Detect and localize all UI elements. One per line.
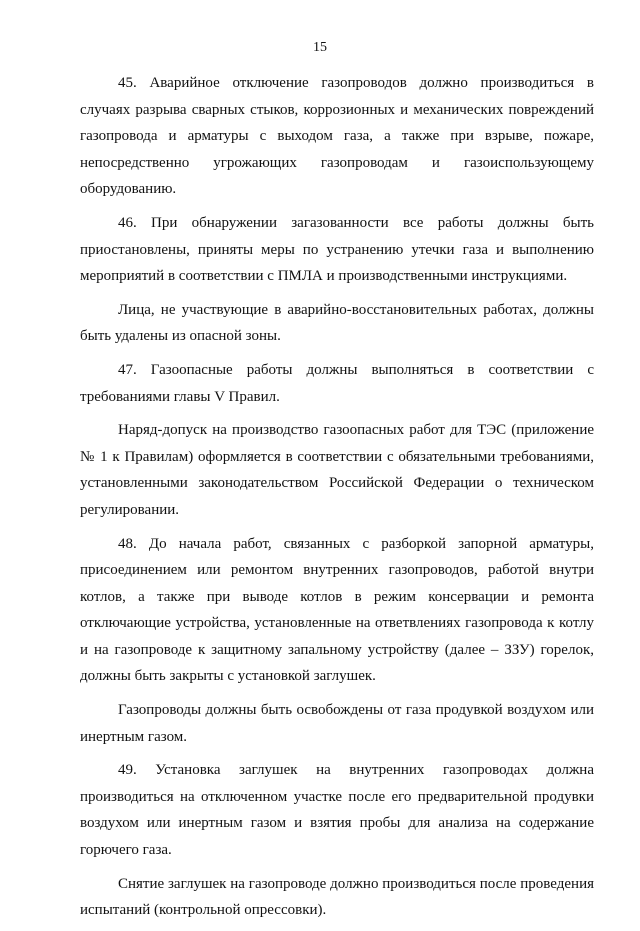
paragraph-48-shutoff-devices: 48. До начала работ, связанных с разборкой запорной арматуры, присоединением или ремонтом внутренних газопроводов, работой внутри котлов, а также при выводе котлов в режим консервации и ремонта отключающие устройства, установленные на ответвлениях газопровода к котлу и на газопроводе к защитному запальному устройству (далее – ЗЗУ) горелок, должны быть закрыты с установкой заглушек. [80, 535, 594, 685]
paragraph-work-permit: Наряд-допуск на производство газоопасных работ для ТЭС (приложение № 1 к Правилам) оформляется в соответствии с обязательными требованиями, установленными законодательством Российской Федерации о техническом регулировании. [80, 422, 594, 518]
paragraph-49-plug-installation: 49. Установка заглушек на внутренних газопроводах должна производиться на отключенном участке после его предварительной продувки воздухом или инертным газом и взятия пробы для анализа на содержание горючего газа. [80, 762, 594, 859]
paragraph-persons-removal: Лица, не участвующие в аварийно-восстановительных работах, должны быть удалены из опасной зоны. [80, 301, 594, 345]
paragraph-47-gas-hazardous-works: 47. Газоопасные работы должны выполняться в соответствии с требованиями главы V Правил. [80, 361, 594, 405]
page-number: 15 [313, 40, 327, 55]
paragraph-plug-removal: Снятие заглушек на газопроводе должно производиться после проведения испытаний (контрольной опрессовки). [80, 875, 594, 919]
paragraph-46-gas-contamination: 46. При обнаружении загазованности все работы должны быть приостановлены, приняты меры по устранению утечки газа и выполнению мероприятий в соответствии с ПМЛА и производственными инструкциями. [80, 214, 594, 285]
paragraph-45-emergency-shutdown: 45. Аварийное отключение газопроводов должно производиться в случаях разрыва сварных стыков, коррозионных и механических повреждений газопровода и арматуры с выходом газа, а также при взрыве, пожаре, непосредственно угрожающих газопроводам и газоиспользующему оборудованию. [80, 75, 594, 198]
paragraph-gas-purging: Газопроводы должны быть освобождены от газа продувкой воздухом или инертным газом. [80, 702, 594, 745]
document-body [80, 70, 594, 931]
